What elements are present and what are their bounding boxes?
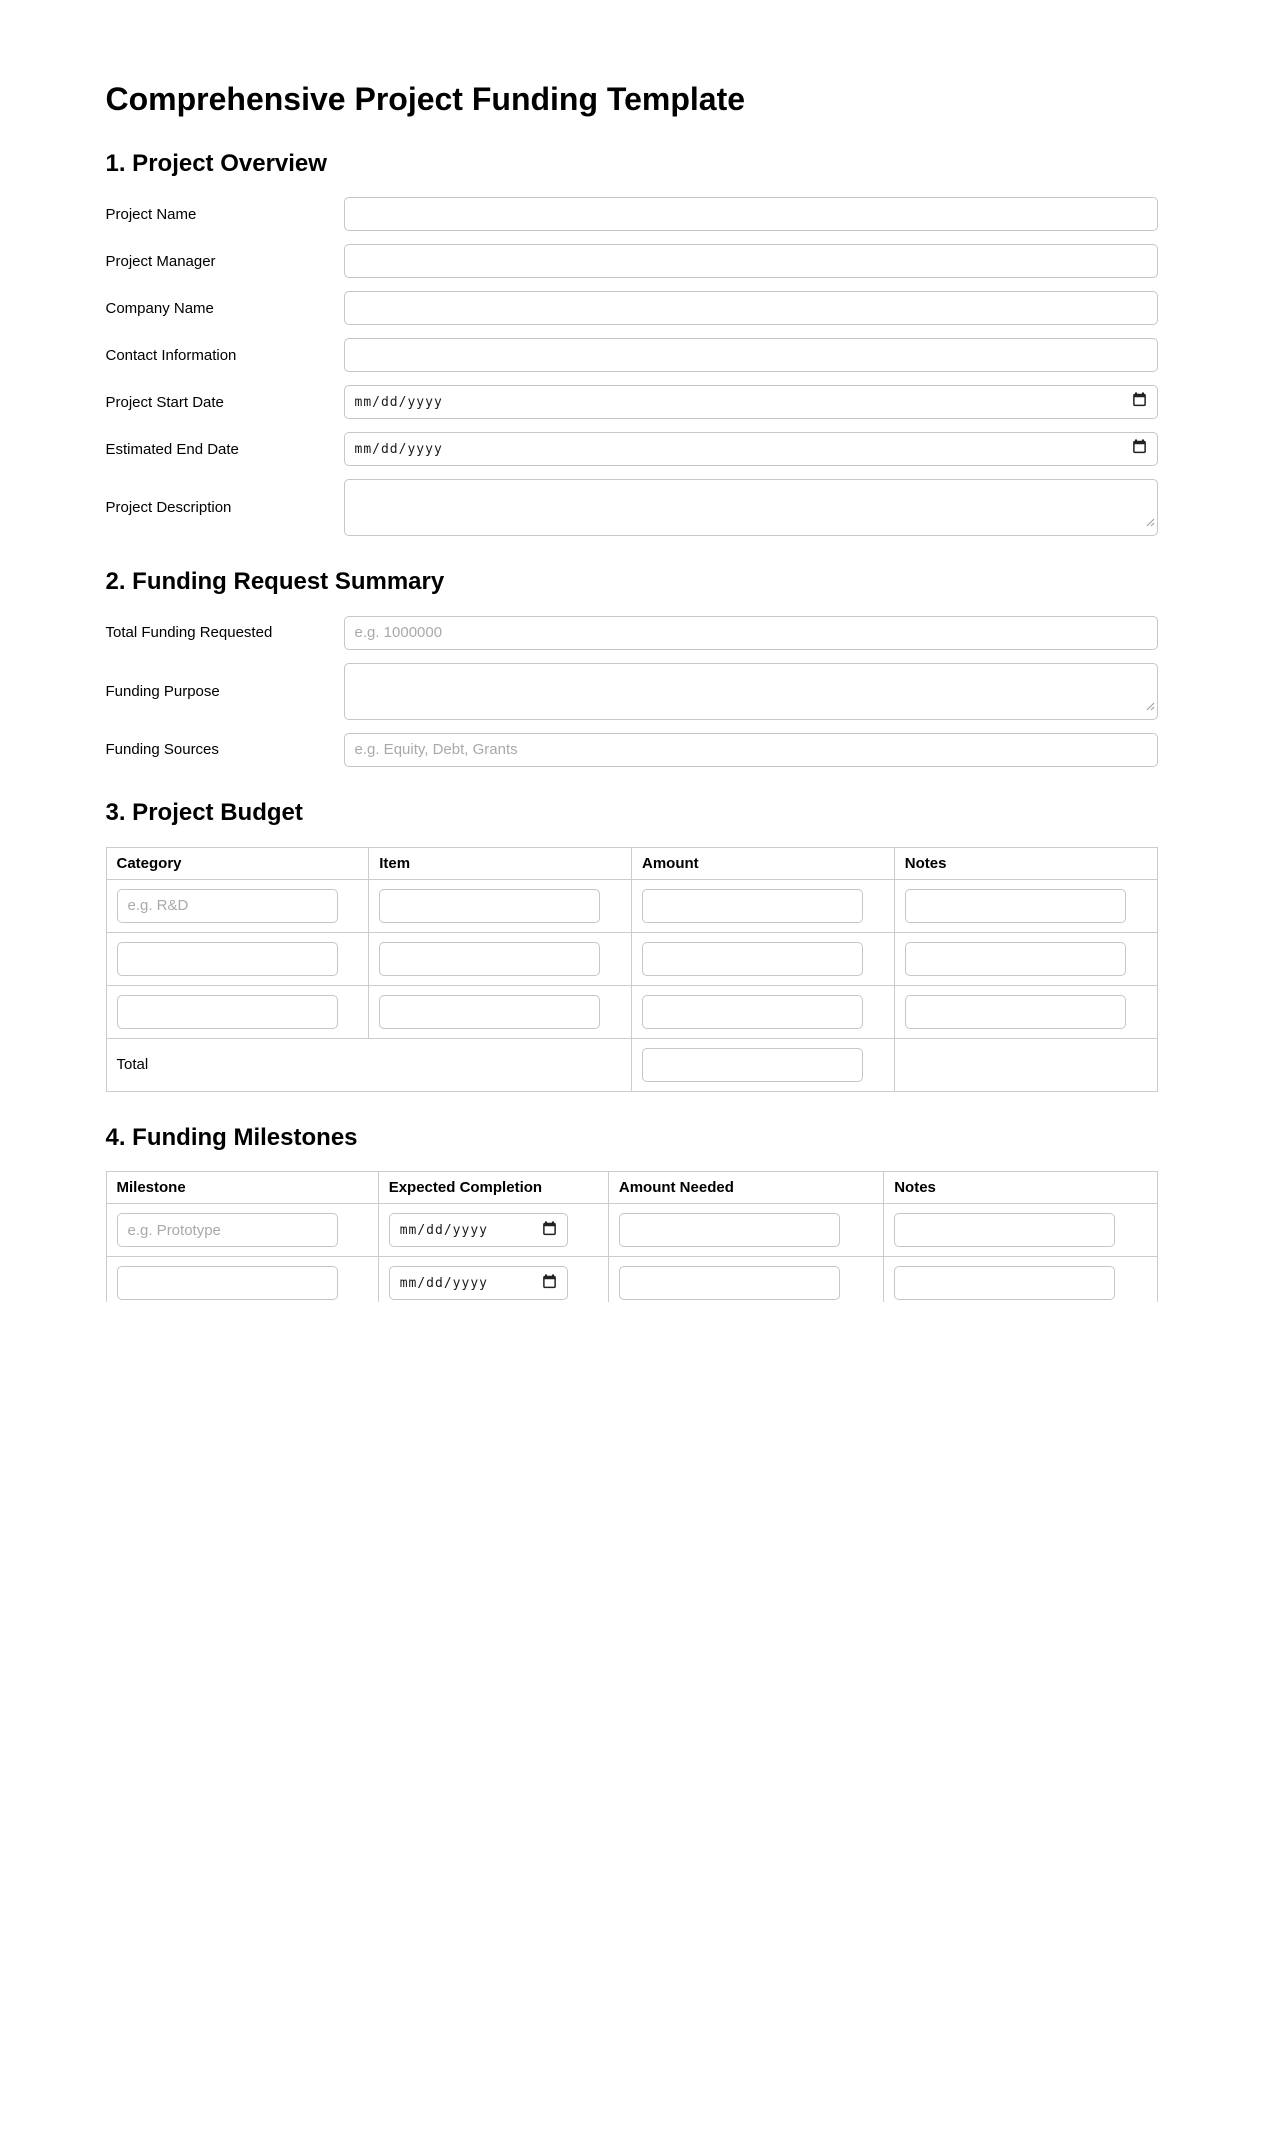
section-heading-project-budget: 3. Project Budget — [105, 798, 303, 826]
budget-header-category: Category — [106, 847, 369, 879]
date-placeholder-text: mm/dd/yyyy — [354, 441, 443, 457]
milestone-row — [106, 1257, 1157, 1302]
section-heading-funding-request: 2. Funding Request Summary — [105, 568, 445, 596]
project-name-label: Project Name — [105, 205, 197, 223]
milestone-name-input[interactable] — [117, 1213, 338, 1247]
company-name-input[interactable] — [344, 291, 1158, 325]
milestone-name-input[interactable] — [117, 1266, 338, 1300]
budget-row — [106, 879, 1157, 932]
form-row — [106, 616, 1158, 650]
budget-total-amount-input[interactable] — [642, 1048, 863, 1082]
estimated-end-date-input[interactable] — [344, 432, 1158, 466]
budget-category-input[interactable] — [117, 995, 338, 1029]
page-title: Comprehensive Project Funding Template — [105, 81, 746, 117]
company-name-label: Company Name — [105, 299, 214, 317]
milestone-amount-input[interactable] — [619, 1213, 840, 1247]
budget-item-input[interactable] — [379, 889, 600, 923]
milestones-header-expected-completion: Expected Completion — [378, 1172, 608, 1204]
budget-header-row — [106, 847, 1157, 879]
date-placeholder-text: mm/dd/yyyy — [399, 1275, 488, 1291]
form-row — [106, 479, 1158, 536]
date-placeholder-text: mm/dd/yyyy — [399, 1222, 488, 1238]
budget-row — [106, 932, 1157, 985]
form-container — [106, 0, 1158, 1302]
funding-purpose-textarea[interactable] — [344, 663, 1158, 720]
milestone-notes-input[interactable] — [894, 1213, 1115, 1247]
funding-purpose-label: Funding Purpose — [105, 682, 220, 700]
project-start-date-input[interactable] — [344, 385, 1158, 419]
project-description-textarea[interactable] — [344, 479, 1158, 536]
contact-information-input[interactable] — [344, 338, 1158, 372]
budget-total-label: Total — [106, 1038, 632, 1091]
form-row — [106, 197, 1158, 231]
project-name-input[interactable] — [344, 197, 1158, 231]
calendar-icon[interactable] — [1132, 439, 1147, 459]
project-budget-table — [106, 847, 1158, 1092]
funding-sources-input[interactable] — [344, 733, 1158, 767]
estimated-end-date-label: Estimated End Date — [105, 440, 239, 458]
project-manager-label: Project Manager — [105, 252, 216, 270]
contact-information-label: Contact Information — [105, 346, 237, 364]
milestone-notes-input[interactable] — [894, 1266, 1115, 1300]
milestones-header-row — [106, 1172, 1157, 1204]
budget-header-amount: Amount — [632, 847, 895, 879]
budget-category-input[interactable] — [117, 942, 338, 976]
budget-notes-input[interactable] — [905, 889, 1126, 923]
milestone-date-input[interactable] — [389, 1266, 568, 1300]
budget-item-input[interactable] — [379, 942, 600, 976]
form-row — [106, 244, 1158, 278]
milestones-header-milestone: Milestone — [106, 1172, 378, 1204]
milestone-date-input[interactable] — [389, 1213, 568, 1247]
budget-notes-input[interactable] — [905, 995, 1126, 1029]
project-start-date-label: Project Start Date — [105, 393, 224, 411]
section-heading-project-overview: 1. Project Overview — [105, 149, 327, 177]
budget-total-row — [106, 1038, 1157, 1091]
milestone-row — [106, 1204, 1157, 1257]
budget-row — [106, 985, 1157, 1038]
project-description-label: Project Description — [105, 499, 232, 517]
calendar-icon[interactable] — [542, 1274, 557, 1293]
budget-category-input[interactable] — [117, 889, 338, 923]
section-heading-funding-milestones: 4. Funding Milestones — [105, 1123, 358, 1151]
form-row — [106, 733, 1158, 767]
budget-header-notes: Notes — [894, 847, 1157, 879]
calendar-icon[interactable] — [1132, 392, 1147, 412]
calendar-icon[interactable] — [542, 1221, 557, 1240]
milestones-header-notes: Notes — [884, 1172, 1157, 1204]
form-row — [106, 385, 1158, 419]
budget-item-input[interactable] — [379, 995, 600, 1029]
form-row — [106, 291, 1158, 325]
funding-sources-label: Funding Sources — [105, 741, 219, 759]
budget-amount-input[interactable] — [642, 942, 863, 976]
total-funding-requested-input[interactable] — [344, 616, 1158, 650]
funding-milestones-table — [106, 1171, 1158, 1302]
budget-total-notes-cell — [894, 1038, 1157, 1091]
form-row — [106, 432, 1158, 466]
milestones-header-amount-needed: Amount Needed — [608, 1172, 883, 1204]
project-manager-input[interactable] — [344, 244, 1158, 278]
budget-header-item: Item — [369, 847, 632, 879]
form-row — [106, 663, 1158, 720]
budget-notes-input[interactable] — [905, 942, 1126, 976]
total-funding-requested-label: Total Funding Requested — [105, 624, 273, 642]
milestone-amount-input[interactable] — [619, 1266, 840, 1300]
budget-amount-input[interactable] — [642, 995, 863, 1029]
budget-amount-input[interactable] — [642, 889, 863, 923]
form-row — [106, 338, 1158, 372]
date-placeholder-text: mm/dd/yyyy — [354, 394, 443, 410]
